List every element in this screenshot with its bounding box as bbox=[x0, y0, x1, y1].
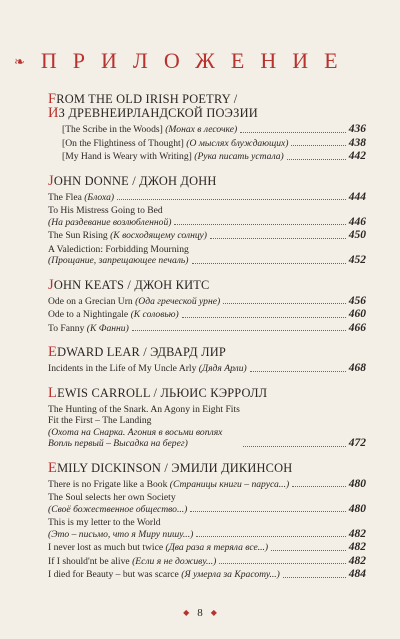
page-number: 442 bbox=[348, 150, 366, 162]
dot-leader bbox=[240, 132, 345, 133]
page-number: 438 bbox=[348, 136, 366, 149]
toc-entry[interactable]: Ode on a Grecian Urn (Ода греческой урне) 456 bbox=[48, 294, 366, 307]
toc-entry[interactable]: There is no Frigate like a Book (Страницы книги – паруса...) 480 bbox=[48, 477, 366, 490]
dot-leader bbox=[117, 199, 346, 200]
fleuron-ornament-icon: ❧ bbox=[14, 53, 25, 69]
section-john-keats bbox=[48, 278, 366, 335]
toc-entry[interactable]: The Hunting of the Snark. An Agony in Eight Fits Fit the First – The Landing (Охота на Снарка. Агония в восьми воплях Вопль первый – Высадка на берег) 472 bbox=[48, 403, 366, 449]
section-title: EDWARD LEAR / ЭДВАРД ЛИР bbox=[48, 344, 226, 360]
section-title: JOHN KEATS / ДЖОН КИТС bbox=[48, 276, 210, 293]
toc-entry[interactable]: Incidents in the Life of My Uncle Arly (Дядя Арли) 468 bbox=[48, 362, 366, 374]
table-of-contents bbox=[48, 92, 366, 592]
section-edward-lear bbox=[48, 345, 366, 375]
toc-entry[interactable]: To His Mistress Going to Bed (На раздевание возлюбленной) 446 bbox=[48, 205, 366, 228]
folio-number: 8 bbox=[197, 607, 203, 619]
toc-entry[interactable]: Ode to a Nightingale (К соловью) 460 bbox=[48, 308, 366, 320]
dot-leader bbox=[250, 371, 346, 372]
dot-leader bbox=[287, 159, 346, 160]
toc-entry[interactable]: The Soul selects her own Society (Своё божественное общество...) 480 bbox=[48, 492, 366, 515]
page-number: 450 bbox=[348, 229, 366, 241]
dot-leader bbox=[196, 536, 345, 537]
diamond-icon: ◆ bbox=[210, 608, 217, 617]
section-title: LEWIS CARROLL / ЛЬЮИС КЭРРОЛЛ bbox=[48, 384, 268, 401]
page-number: 468 bbox=[348, 362, 366, 374]
section-title: EMILY DICKINSON / ЭМИЛИ ДИКИНСОН bbox=[48, 459, 293, 476]
dot-leader bbox=[182, 317, 346, 318]
section-john-donne bbox=[48, 174, 366, 267]
dot-leader bbox=[190, 511, 345, 512]
page-number: 452 bbox=[348, 254, 366, 266]
toc-entry[interactable]: A Valediction: Forbidding Mourning (Прощание, запрещающее печаль) 452 bbox=[48, 243, 366, 266]
dot-leader bbox=[223, 303, 346, 304]
page-number: 444 bbox=[348, 190, 366, 203]
page-number: 460 bbox=[348, 308, 366, 320]
page-number: 482 bbox=[348, 541, 366, 553]
dot-leader bbox=[271, 550, 346, 551]
section-title: FROM THE OLD IRISH POETRY / ИЗ ДРЕВНЕИРЛАНДСКОЙ ПОЭЗИИ bbox=[48, 91, 258, 121]
page-number: 482 bbox=[348, 527, 366, 540]
dot-leader bbox=[174, 224, 345, 225]
page-number: 446 bbox=[348, 215, 366, 228]
dot-leader bbox=[132, 330, 346, 331]
section-irish-poetry bbox=[48, 92, 366, 163]
dot-leader bbox=[243, 446, 346, 447]
toc-entry[interactable]: [My Hand is Weary with Writing] (Рука писать устала) 442 bbox=[62, 150, 366, 162]
page-footer bbox=[0, 607, 400, 619]
appendix-header bbox=[14, 46, 394, 76]
dot-leader bbox=[219, 563, 345, 564]
dot-leader bbox=[292, 486, 346, 487]
page-number: 466 bbox=[348, 321, 366, 334]
dot-leader bbox=[283, 577, 346, 578]
page-number: 436 bbox=[348, 123, 366, 135]
dot-leader bbox=[210, 238, 346, 239]
section-lewis-carroll bbox=[48, 386, 366, 450]
toc-entry[interactable]: [On the Flightiness of Thought] (О мыслях блуждающих) 438 bbox=[62, 136, 366, 149]
page-number: 480 bbox=[348, 502, 366, 515]
toc-entry[interactable]: The Sun Rising (К восходящему солнцу) 450 bbox=[48, 229, 366, 241]
toc-entry[interactable]: This is my letter to the World (Это – письмо, что я Миру пишу...) 482 bbox=[48, 517, 366, 540]
diamond-icon: ◆ bbox=[183, 608, 190, 617]
page-number: 480 bbox=[348, 477, 366, 490]
toc-entry[interactable]: I never lost as much but twice (Два раза я теряла все...) 482 bbox=[48, 541, 366, 553]
section-title: JOHN DONNE / ДЖОН ДОНН bbox=[48, 172, 217, 189]
toc-entry[interactable]: I died for Beauty – but was scarce (Я умерла за Красоту...) 484 bbox=[48, 568, 366, 580]
toc-entry[interactable]: If I should'nt be alive (Если я не доживу...) 482 bbox=[48, 554, 366, 567]
dot-leader bbox=[192, 263, 346, 264]
dot-leader bbox=[291, 145, 345, 146]
page-number: 456 bbox=[348, 294, 366, 307]
appendix-title: ПРИЛОЖЕНИЕ bbox=[40, 48, 354, 73]
toc-entry[interactable]: The Flea (Блоха) 444 bbox=[48, 190, 366, 203]
toc-entry[interactable]: [The Scribe in the Woods] (Монах в лесочке) 436 bbox=[62, 123, 366, 135]
page-number: 472 bbox=[348, 437, 366, 449]
section-emily-dickinson bbox=[48, 461, 366, 581]
page-number: 482 bbox=[348, 554, 366, 567]
page-number: 484 bbox=[348, 568, 366, 580]
toc-entry[interactable]: To Fanny (К Фанни) 466 bbox=[48, 321, 366, 334]
